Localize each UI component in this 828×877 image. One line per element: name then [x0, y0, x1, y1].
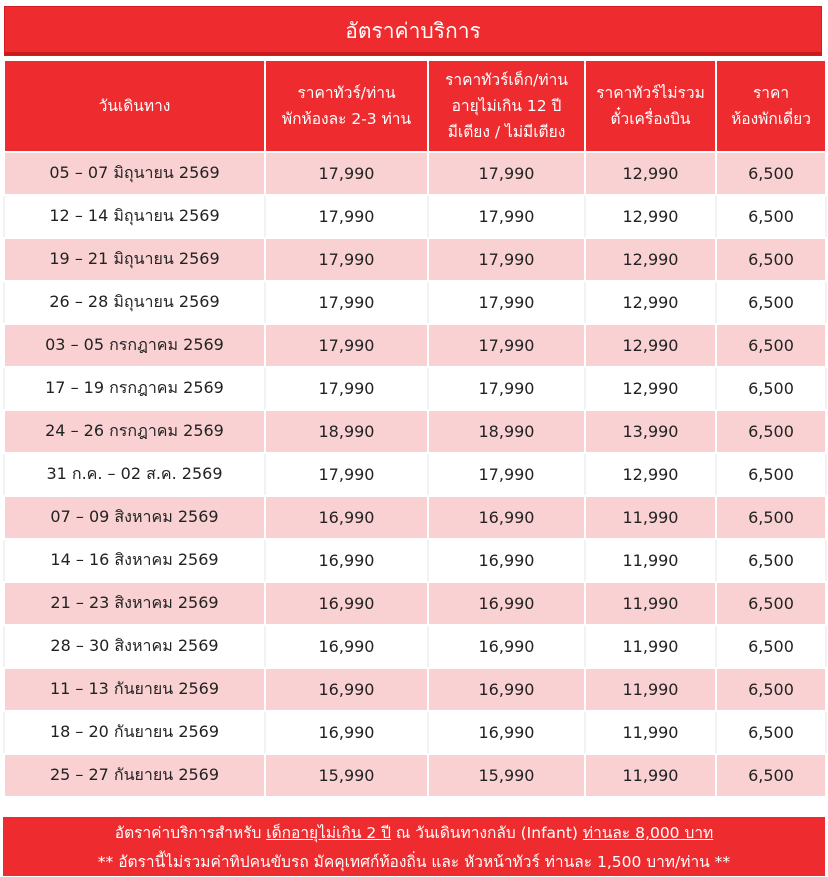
cell-child-price: 17,990	[428, 195, 585, 238]
cell-adult-price: 16,990	[265, 711, 428, 754]
cell-single-room-price: 6,500	[716, 625, 826, 668]
cell-child-price: 17,990	[428, 152, 585, 195]
cell-child-price: 18,990	[428, 410, 585, 453]
cell-travel-date: 03 – 05 กรกฎาคม 2569	[4, 324, 265, 367]
cell-no-flight-price: 12,990	[585, 367, 716, 410]
cell-no-flight-price: 11,990	[585, 582, 716, 625]
cell-child-price: 15,990	[428, 754, 585, 797]
cell-adult-price: 17,990	[265, 195, 428, 238]
cell-travel-date: 25 – 27 กันยายน 2569	[4, 754, 265, 797]
cell-child-price: 16,990	[428, 582, 585, 625]
cell-travel-date: 28 – 30 สิงหาคม 2569	[4, 625, 265, 668]
cell-single-room-price: 6,500	[716, 152, 826, 195]
cell-adult-price: 15,990	[265, 754, 428, 797]
cell-no-flight-price: 11,990	[585, 754, 716, 797]
cell-adult-price: 17,990	[265, 238, 428, 281]
cell-adult-price: 16,990	[265, 625, 428, 668]
table-row	[4, 453, 826, 496]
cell-child-price: 16,990	[428, 496, 585, 539]
cell-adult-price: 16,990	[265, 668, 428, 711]
cell-single-room-price: 6,500	[716, 453, 826, 496]
table-row	[4, 754, 826, 797]
table-row	[4, 324, 826, 367]
table-row	[4, 668, 826, 711]
cell-no-flight-price: 13,990	[585, 410, 716, 453]
table-row	[4, 152, 826, 195]
cell-single-room-price: 6,500	[716, 582, 826, 625]
table-row	[4, 625, 826, 668]
cell-adult-price: 17,990	[265, 367, 428, 410]
cell-child-price: 17,990	[428, 281, 585, 324]
cell-single-room-price: 6,500	[716, 754, 826, 797]
header-single-room-price: ราคา ห้องพักเดี่ยว	[716, 60, 826, 152]
cell-no-flight-price: 12,990	[585, 281, 716, 324]
cell-single-room-price: 6,500	[716, 324, 826, 367]
table-row	[4, 711, 826, 754]
footer-notes	[3, 817, 825, 876]
cell-travel-date: 17 – 19 กรกฎาคม 2569	[4, 367, 265, 410]
cell-no-flight-price: 12,990	[585, 238, 716, 281]
table-row	[4, 367, 826, 410]
cell-adult-price: 17,990	[265, 453, 428, 496]
cell-travel-date: 12 – 14 มิถุนายน 2569	[4, 195, 265, 238]
cell-child-price: 17,990	[428, 238, 585, 281]
cell-travel-date: 11 – 13 กันยายน 2569	[4, 668, 265, 711]
cell-no-flight-price: 12,990	[585, 324, 716, 367]
cell-child-price: 16,990	[428, 668, 585, 711]
infant-rate-note: อัตราค่าบริการสำหรับ เด็กอายุไม่เกิน 2 ปี ณ วันเดินทางกลับ (Infant) ท่านละ 8,000 บาท	[114, 824, 714, 842]
cell-travel-date: 31 ก.ค. – 02 ส.ค. 2569	[4, 453, 265, 496]
cell-single-room-price: 6,500	[716, 711, 826, 754]
table-row	[4, 410, 826, 453]
table-row	[4, 539, 826, 582]
table-row	[4, 238, 826, 281]
cell-child-price: 16,990	[428, 625, 585, 668]
cell-no-flight-price: 12,990	[585, 453, 716, 496]
header-adult-price: ราคาทัวร์/ท่าน พักห้องละ 2-3 ท่าน	[265, 60, 428, 152]
page-title: อัตราค่าบริการ	[4, 6, 822, 56]
cell-no-flight-price: 11,990	[585, 668, 716, 711]
cell-adult-price: 17,990	[265, 281, 428, 324]
cell-adult-price: 16,990	[265, 496, 428, 539]
cell-no-flight-price: 11,990	[585, 496, 716, 539]
tip-exclusion-note: ** อัตรานี้ไม่รวมค่าทิปคนขับรถ มัคคุเทศก์ท้องถิ่น และ หัวหน้าทัวร์ ท่านละ 1,500 บาท/ท่าน **	[97, 853, 731, 871]
cell-adult-price: 17,990	[265, 324, 428, 367]
table-row	[4, 281, 826, 324]
cell-no-flight-price: 11,990	[585, 625, 716, 668]
cell-travel-date: 24 – 26 กรกฎาคม 2569	[4, 410, 265, 453]
cell-adult-price: 16,990	[265, 582, 428, 625]
cell-travel-date: 18 – 20 กันยายน 2569	[4, 711, 265, 754]
cell-single-room-price: 6,500	[716, 539, 826, 582]
cell-travel-date: 19 – 21 มิถุนายน 2569	[4, 238, 265, 281]
cell-no-flight-price: 11,990	[585, 539, 716, 582]
cell-child-price: 17,990	[428, 453, 585, 496]
header-no-flight-price: ราคาทัวร์ไม่รวม ตั๋วเครื่องบิน	[585, 60, 716, 152]
cell-child-price: 16,990	[428, 539, 585, 582]
cell-no-flight-price: 12,990	[585, 152, 716, 195]
cell-travel-date: 26 – 28 มิถุนายน 2569	[4, 281, 265, 324]
cell-no-flight-price: 12,990	[585, 195, 716, 238]
cell-travel-date: 21 – 23 สิงหาคม 2569	[4, 582, 265, 625]
cell-single-room-price: 6,500	[716, 367, 826, 410]
table-header-row	[4, 60, 826, 152]
cell-single-room-price: 6,500	[716, 281, 826, 324]
price-rows	[4, 152, 826, 797]
cell-child-price: 17,990	[428, 324, 585, 367]
header-travel-date: วันเดินทาง	[4, 60, 265, 152]
cell-single-room-price: 6,500	[716, 410, 826, 453]
cell-travel-date: 07 – 09 สิงหาคม 2569	[4, 496, 265, 539]
cell-adult-price: 16,990	[265, 539, 428, 582]
cell-no-flight-price: 11,990	[585, 711, 716, 754]
cell-child-price: 16,990	[428, 711, 585, 754]
cell-single-room-price: 6,500	[716, 668, 826, 711]
cell-single-room-price: 6,500	[716, 238, 826, 281]
cell-single-room-price: 6,500	[716, 496, 826, 539]
cell-single-room-price: 6,500	[716, 195, 826, 238]
cell-travel-date: 05 – 07 มิถุนายน 2569	[4, 152, 265, 195]
table-row	[4, 496, 826, 539]
header-child-price: ราคาทัวร์เด็ก/ท่าน อายุไม่เกิน 12 ปี มีเตียง / ไม่มีเตียง	[428, 60, 585, 152]
cell-adult-price: 18,990	[265, 410, 428, 453]
price-table	[3, 59, 827, 798]
cell-adult-price: 17,990	[265, 152, 428, 195]
table-row	[4, 582, 826, 625]
cell-travel-date: 14 – 16 สิงหาคม 2569	[4, 539, 265, 582]
table-row	[4, 195, 826, 238]
cell-child-price: 17,990	[428, 367, 585, 410]
